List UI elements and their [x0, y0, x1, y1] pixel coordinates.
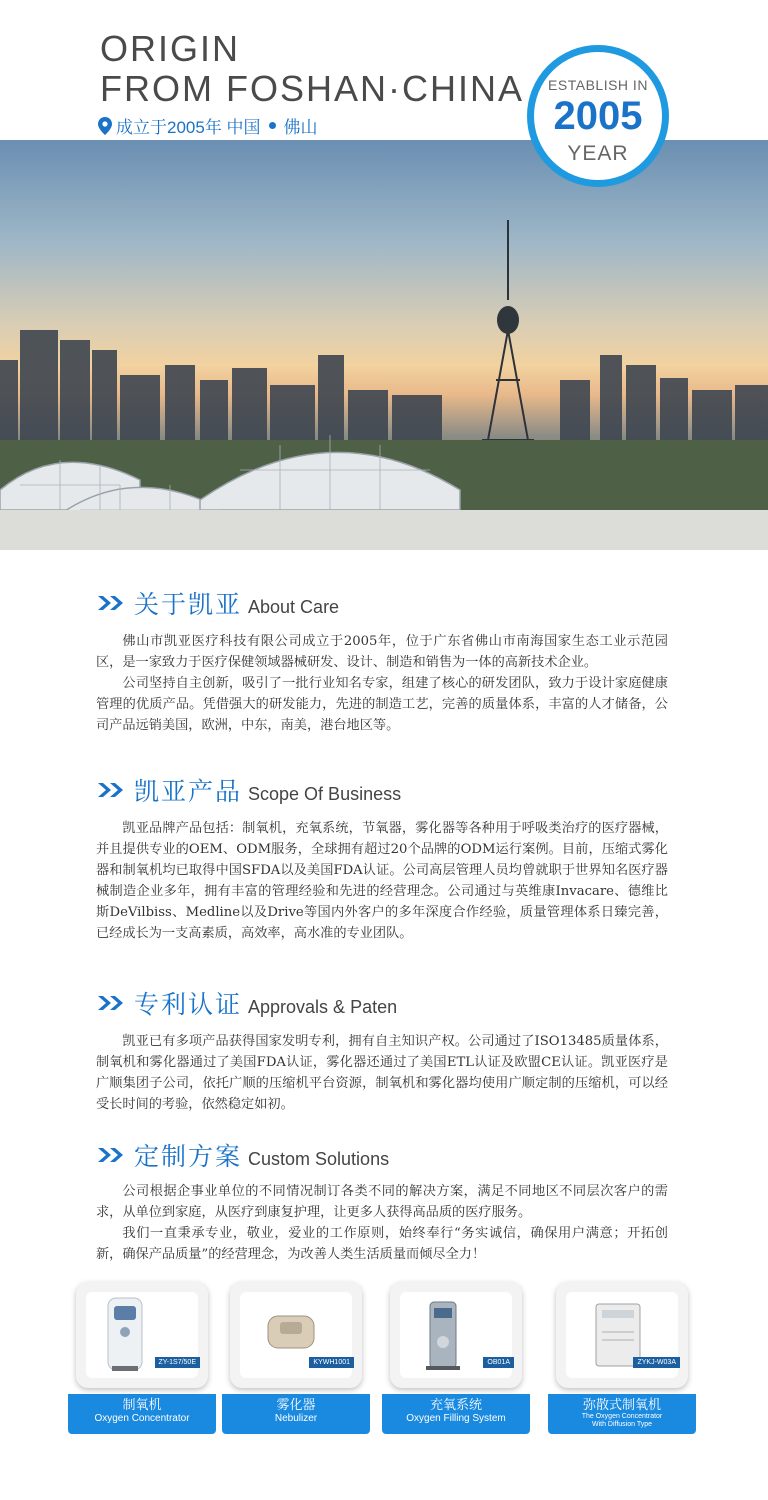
double-chevron-icon: [96, 1146, 128, 1164]
product-name-en-line2: With Diffusion Type: [591, 1421, 653, 1428]
section-title-en: Scope Of Business: [248, 784, 402, 804]
scope-paragraph: 凯亚品牌产品包括：制氧机，充氧系统，节氧器，雾化器等各种用于呼吸类治疗的医疗器械，并且提供专业的OEM、ODM服务，全球拥有超过20个品牌的ODM运行案例。目前，压缩式雾化器和制氧机均已取得中国SFDA以及美国FDA认证。公司高层管理人员均曾就职于世界知名医疗器械制造企业多年，拥有丰富的管理经验和先进的经营理念。公司通过与英维康Invacare、德维比斯DeVilbiss、Medline以及Drive等国内外客户的多年深度合作经验，质量管理体系日臻完善，已经成长为一支高素质，高效率，高水准的专业团队。: [96, 821, 668, 941]
section-title-cn: 定制方案: [134, 1143, 243, 1171]
custom-paragraph-1: 公司根据企事业单位的不同情况制订各类不同的解决方案，满足不同地区不同层次客户的需求，从单位到家庭，从医疗到康复护理，让更多人获得高品质的医疗服务。: [96, 1184, 668, 1220]
product-nebulizer[interactable]: [222, 1282, 370, 1434]
product-label: [68, 1394, 216, 1434]
product-label: [222, 1394, 370, 1434]
product-card: [76, 1282, 208, 1388]
section-scope: [96, 772, 668, 944]
section-title-en: About Care: [248, 597, 340, 617]
product-oxygen-filling-system[interactable]: [382, 1282, 530, 1434]
about-paragraph-1: 佛山市凯亚医疗科技有限公司成立于2005年，位于广东省佛山市南海国家生态工业示范园区，是一家致力于医疗保健领域器械研发、设计、制造和销售为一体的高新技术企业。: [96, 634, 668, 670]
double-chevron-icon: [96, 781, 128, 799]
product-name-cn: 弥散式制氧机: [582, 1397, 661, 1412]
approvals-paragraph: 凯亚已有多项产品获得国家发明专利，拥有自主知识产权。公司通过了ISO13485质量体系，制氧机和雾化器通过了美国FDA认证，雾化器还通过了美国ETL认证及欧盟CE认证。凯亚医疗是广顺集团子公司，依托广顺的压缩机平台资源，制氧机和雾化器均使用广顺定制的压缩机，可以经受长时间的考验，依然稳定如初。: [96, 1034, 668, 1112]
section-title-en: Approvals & Paten: [248, 997, 398, 1017]
location-line: [98, 113, 318, 138]
foshan-city-photo: [0, 140, 768, 550]
double-chevron-icon: [96, 994, 128, 1012]
location-established: 成立于2005年 中国: [116, 118, 261, 137]
product-oxygen-concentrator[interactable]: [68, 1282, 216, 1434]
product-label: [548, 1394, 696, 1434]
product-row: [68, 1282, 708, 1432]
custom-paragraph-2: 我们一直秉承专业，敬业，爱业的工作原则，始终奉行“务实诚信，确保用户满意；开拓创新，确保产品质量”的经营理念，为改善人类生活质量而倾尽全力！: [96, 1226, 668, 1262]
product-model-tag: ZYKJ-W03A: [633, 1357, 680, 1368]
about-paragraph-2: 公司坚持自主创新，吸引了一批行业知名专家，组建了核心的研发团队，致力于设计家庭健康管理的优质产品。凭借强大的研发能力，先进的制造工艺，完善的质量体系，丰富的人才储备，公司产品远销美国，欧洲，中东，南美，港台地区等。: [96, 676, 668, 733]
product-name-en: Oxygen Filling System: [406, 1413, 506, 1424]
separator-dot-icon: [269, 122, 276, 129]
product-model-tag: KYWH1001: [309, 1357, 354, 1368]
badge-establish-in: ESTABLISH IN: [548, 77, 648, 93]
double-chevron-icon: [96, 594, 128, 612]
section-custom: [96, 1137, 668, 1265]
product-name-en: Oxygen Concentrator: [94, 1413, 190, 1424]
section-heading: [96, 1137, 668, 1173]
product-card: [390, 1282, 522, 1388]
title-foshan-china: FROM FOSHAN·CHINA: [100, 68, 524, 109]
city-skyline-illustration: [0, 140, 768, 550]
product-card: [556, 1282, 688, 1388]
section-approvals: [96, 985, 668, 1115]
establish-badge: [527, 45, 669, 187]
section-title-cn: 凯亚产品: [134, 778, 243, 806]
section-title-cn: 专利认证: [134, 991, 243, 1019]
product-label: [382, 1394, 530, 1434]
product-name-en: Nebulizer: [274, 1413, 318, 1424]
product-card: [230, 1282, 362, 1388]
section-title-en: Custom Solutions: [248, 1149, 390, 1169]
location-city: 佛山: [283, 118, 318, 137]
section-heading: [96, 585, 668, 621]
section-heading: [96, 772, 668, 808]
location-pin-icon: [98, 117, 112, 135]
product-name-cn: 雾化器: [276, 1397, 316, 1412]
badge-year: 2005: [553, 94, 643, 138]
section-about: [96, 585, 668, 736]
section-heading: [96, 985, 668, 1021]
section-title-cn: 关于凯亚: [134, 591, 243, 619]
title-origin: ORIGIN: [100, 28, 241, 69]
product-diffusion-oxygen-concentrator[interactable]: [548, 1282, 696, 1434]
badge-year-label: YEAR: [567, 142, 629, 165]
product-name-en: The Oxygen Concentrator: [581, 1413, 663, 1420]
product-model-tag: OB01A: [483, 1357, 514, 1368]
product-name-cn: 充氧系统: [429, 1397, 482, 1412]
product-model-tag: ZY-1S7/50E: [155, 1357, 201, 1368]
product-name-cn: 制氧机: [122, 1397, 162, 1412]
